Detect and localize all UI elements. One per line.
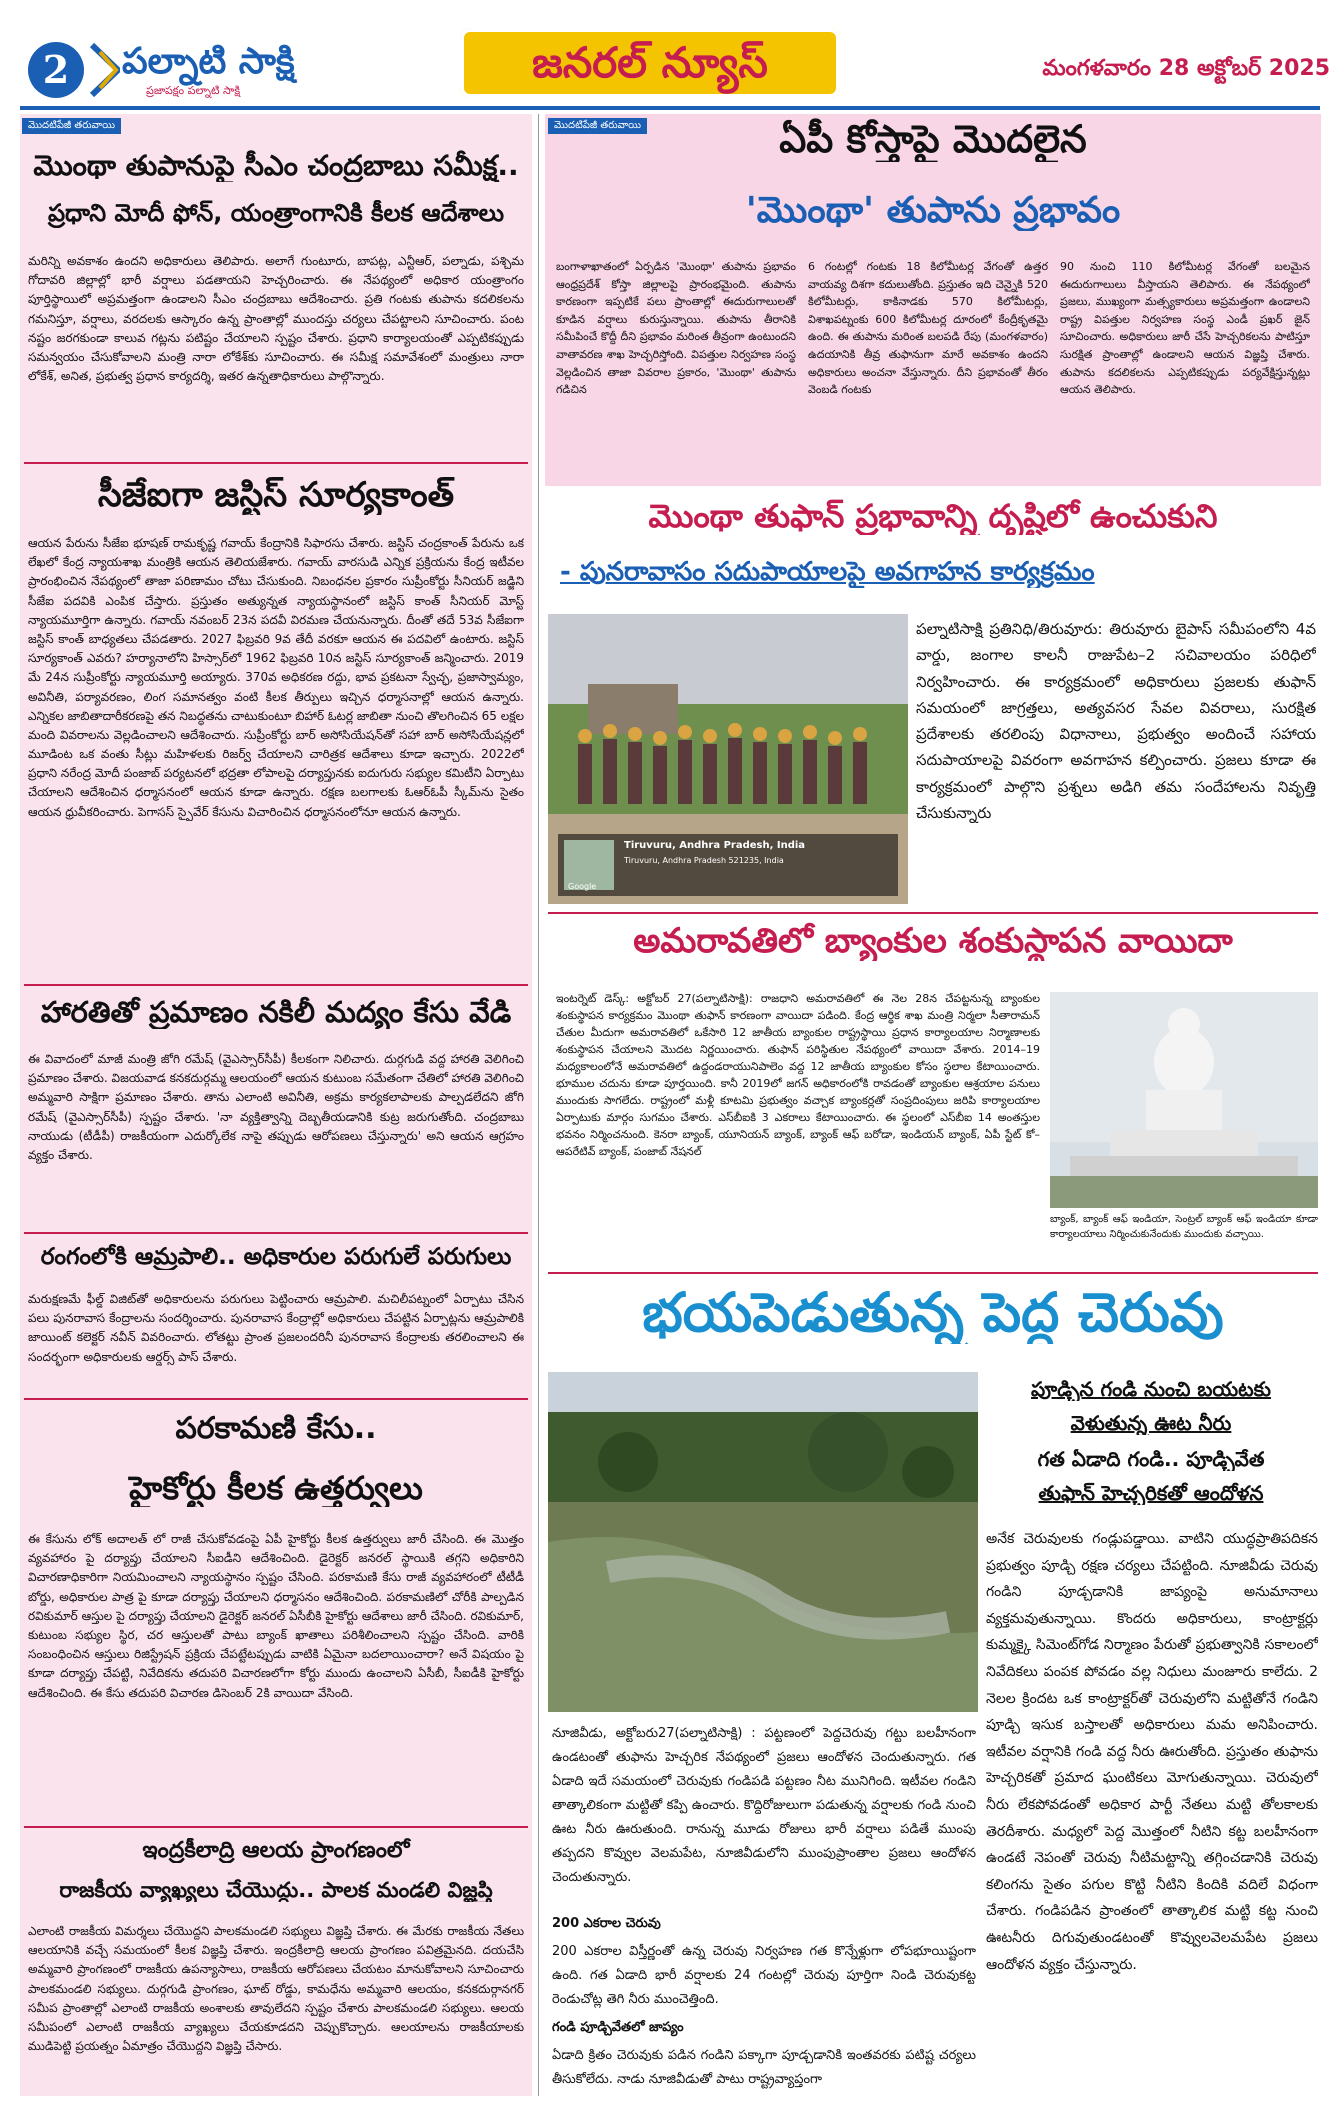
article5-headline-1: పరకామణి కేసు.. [175,1412,377,1446]
masthead [0,0,1339,110]
article10-label-2: గండి పూడ్చివేతలో జాప్యం [552,2020,684,2035]
article10-sub-3: గత ఏడాది గండి.. పూడ్చివేత [1037,1448,1265,1471]
article7-col2: 6 గంటల్లో గంటకు 18 కిలోమీటర్ల వేగంతో ఉత్తర వాయవ్య దిశగా కదులుతోంది. ప్రస్తుతం ఇది చెన్నైకి 520 కిలోమీటర్లు, కాకినాడకు 570 కిలోమీటర్లు, విశాఖపట్నంకు 600 కిలోమీటర్ల దూరంలో కేంద్రీకృతమై ఉంది. ఈ తుపాను మరింత బలపడి రేపు (మంగళవారం) ఉదయానికి తీవ్ర తుఫానుగా మారే అవకాశం ఉందని అధికారులు అంచనా వేస్తున్నారు. దీని ప్రభావంతో తీరం వెంబడి గంటకు [808,260,1048,397]
article5-headline-2: హైకోర్టు కీలక ఉత్తర్వులు [129,1470,423,1507]
brand-tagline: ప్రజాపక్షం పల్నాటి సాక్షి [146,84,241,97]
article10-body-left: నూజివీడు, అక్టోబరు27(పల్నాటిసాక్షి) : పట్టణంలో పెద్దచెరువు గట్టు బలహీనంగా ఉండటంతో తుఫాను హెచ్చరిక నేపథ్యంలో ప్రజలు ఆందోళన చెందుతున్నారు. గత ఏడాది ఇదే సమయంలో చెరువుకు గండిపడి పట్టణం నీట మునిగింది. ఇటీవల గండిని తాత్కాలికంగా మట్టితో కప్పి ఉంచారు. కొద్దిరోజులుగా పడుతున్న వర్షాలకు గండి నుంచి ఊట నీరు ఊరుతుంది. రానున్న మూడు రోజులు భారీ వర్షాలు పడితే ముంపు తప్పదని కొవ్వుల వెలమపేట, నూజివీడులోని ముంపుప్రాంతాల ప్రజలు ఆందోళన చెందుతున్నారు. [552,1726,976,1886]
divider [548,912,1318,914]
section-title: జనరల్ న్యూస్ [460,28,840,98]
article10-body-left-3: ఏడాది క్రితం చెరువుకు పడిన గండిని పక్కాగా పూడ్చడానికి ఇంతవరకు పటిష్ట చర్యలు తీసుకోలేదు. నాడు నూజివీడుతో పాటు రాష్ట్రవ్యాప్తంగా [552,2048,976,2088]
article9-photo-caption: బ్యాంక్, బ్యాంక్ ఆఫ్ ఇండియా, సెంట్రల్ బ్యాంక్ ఆఫ్ ఇండియా కూడా కార్యాలయాలు నిర్మించుకునేందుకు ముందుకు వచ్చాయి. [1050,1214,1318,1240]
page-number: 2 [28,42,84,98]
article7-headline-2: 'మొంథా' తుపాను ప్రభావం [745,190,1121,231]
photo-caption-address: Tiruvuru, Andhra Pradesh 521235, India [624,856,784,865]
article2-body: ఆయన పేరును సీజేఐ భూషణ్ రామకృష్ణ గవాయ్ కేంద్రానికి సిఫారసు చేశారు. జస్టిస్ చంద్రకాంత్ పేరును ఒక లేఖలో కేంద్ర న్యాయశాఖ మంత్రికి ఆయన తెలియజేశారు. గవాయ్ వారసుడి ఎన్నిక ప్రక్రియను కేంద్ర ఇటీవల ప్రారంభించిన నేపథ్యంలో తాజా పరిణామం చోటు చేసుకుంది. నిబంధనల ప్రకారం సుప్రీంకోర్టు సీనియర్ జడ్జిని సీజేఐ పదవికి ఎంపిక చేస్తారు. ప్రస్తుతం అత్యున్నత న్యాయస్థానంలో జస్టిస్ కాంత్ సీనియర్ మోస్ట్ న్యాయమూర్తిగా ఉన్నారు. గవాయ్ నవంబర్ 23న పదవీ విరమణ చేయనున్నారు. దీంతో తదే 53వ సీజేఐగా జస్టిస్ కాంత్ బాధ్యతలు చేపడతారు. 2027 ఫిబ్రవరి 9వ తేదీ వరకూ ఆయన ఈ పదవిలో ఉంటారు. జస్టిస్ సూర్యకాంత్ ఎవరు? హర్యానాలోని హిస్సార్‌లో 1962 ఫిబ్రవరి 10న జస్టిస్ సూర్యకాంత్ జన్మించారు. 2019 మే 24న సుప్రీంకోర్టు న్యాయమూర్తి అయ్యారు. 370వ అధికరణ రద్దు, భావ ప్రకటనా స్వేచ్ఛ, ప్రజాస్వామ్యం, అవినీతి, పర్యావరణం, లింగ సమానత్వం వంటి కీలక తీర్పులు ఇచ్చిన ధర్మాసనాల్లో ఆయన ఉన్నారు. ఎన్నికల జాబితాదారీకరణపై తన నిబద్ధతను చాటుకుంటూ బిహార్ ఓటర్ల జాబితా నుంచి తొలగించిన 65 లక్షల మంది వివరాలను వెల్లడించాలని ఆదేశించారు. సుప్రీంకోర్టు బార్ అసోసియేషన్‌తో సహా బార్ అసోసియేషన్లలో మూడింట ఒక వంతు సీట్లు మహిళలకు రిజర్వ్ చేయాలని చారిత్రక ఆదేశాలు కూడా ఇచ్చారు. 2022లో ప్రధాని నరేంద్ర మోదీ పంజాబ్ పర్యటనలో భద్రతా లోపాలపై దర్యాప్తునకు ఐదుగురు సభ్యుల కమిటీని ఏర్పాటు చేయాలని ఆదేశించిన ధర్మాసనంలో ఆయన కూడా ఉన్నారు. రక్షణ బలగాలకు ఓఆర్ఓపీ స్కీమ్‌ను సైతం ఆయన ధ్రువీకరించారు. పెగాసస్ స్పైవేర్ కేసును విచారించిన ధర్మాసనంలోనూ ఆయన ఉన్నారు. [28,536,524,819]
article1-headline-1: మొంథా తుపానుపై సీఎం చంద్రబాబు సమీక్ష.. [33,150,519,182]
article6-body: ఎలాంటి రాజకీయ విమర్శలు చేయొద్దని పాలకమండలి సభ్యులు విజ్ఞప్తి చేశారు. ఈ మేరకు రాజకీయ నేతలు ఆలయానికి వచ్చే సమయంలో కీలక విజ్ఞప్తి చేశారు. ఇంద్రకీలాద్రి ఆలయ ప్రాంగణం పవిత్రమైనది. దయచేసి అమ్మవారి ప్రాంగణంలో రాజకీయ ఉపన్యాసాలు, రాజకీయ ఆరోపణలు చేయటం మానుకోవాలని సూచించారు పాలకమండలి సభ్యులు. దుర్గగుడి ప్రాంగణం, ఘాట్ రోడ్డు, కామధేను అమ్మవారి ఆలయం, కనకదుర్గానగర్ సమీప ప్రాంతాల్లో ఎలాంటి రాజకీయ అంశాలకు తావులేదని స్పష్టం చేశారు పాలకమండలి సభ్యులు. ఆలయ సమీపంలో ఎలాంటి రాజకీయ వ్యాఖ్యలు చేయకూడదని చెప్పుకొచ్చారు. ఆలయాలను రాజకీయాలకు ముడిపెట్టి ప్రయత్నం ఏమాత్రం చేయొద్దని విజ్ఞప్తి చేసారు. [28,1924,524,2054]
article8-headline: మొంథా తుఫాన్ ప్రభావాన్ని దృష్టిలో ఉంచుకుని [648,498,1218,535]
article9-body: ఇంటర్నెట్ డెస్క్: అక్టోబర్ 27(పల్నాటిసాక్షి): రాజధాని అమరావతిలో ఈ నెల 28న చేపట్టనున్న బ్యాంకుల శంకుస్థాపన కార్యక్రమం మొంథా తుఫాన్ కారణంగా వాయిదా పడింది. కేంద్ర ఆర్థిక శాఖ మంత్రి నిర్మలా సీతారామన్ చేతుల మీదుగా అమరావతిలో ఒకేసారి 12 జాతీయ బ్యాంకుల రాష్ట్రస్థాయి ప్రధాన కార్యాలయాల నిర్మాణాలకు శంకుస్థాపన చేయాలని మొదట నిర్ణయించారు. తుఫాన్ పరిస్థితుల నేపథ్యంలో వాయిదా వేశారు. 2014–19 మధ్యకాలంలోనే అమరావతిలో ఉద్దండరాయునిపాలెం వద్ద 12 జాతీయ బ్యాంకుల కోసం స్థలాల కేటాయించారు. భూముల చదును కూడా పూర్తయింది. కానీ 2019లో జగన్ అధికారంలోకి రావడంతో బ్యాంకుల ఆశ్రయాల పనులు ముందుకు సాగలేదు. రాష్ట్రంలో మళ్లీ కూటమి ప్రభుత్వం వచ్చాక బ్యాంకర్లతో సంప్రదింపులు జరిపి కార్యాలయాల ఏర్పాటుకు మార్గం సుగమం చేశారు. ఎస్‌బీఐకి 3 ఎకరాలు కేటాయించారు. ఈ స్థలంలో ఎస్‌బీఐ 14 అంతస్తుల భవనం నిర్మించనుంది. కెనరా బ్యాంక్, యూనియన్ బ్యాంక్, బ్యాంక్ ఆఫ్ బరోడా, ఇండియన్ బ్యాంక్, ఏపీ స్టేట్ కో–ఆపరేటివ్ బ్యాంక్, పంజాబ్ నేషనల్ [556,992,1040,1159]
article6-headline-2: రాజకీయ వ్యాఖ్యలు చేయొద్దు.. పాలక మండలి విజ్ఞప్తి [59,1878,493,1902]
divider [24,1398,528,1400]
article10-label-1: 200 ఎకరాల చెరువు [552,1916,661,1931]
article2-headline: సీజేఐగా జస్టిస్ సూర్యకాంత్ [97,476,455,515]
tank-breach-photo [548,1372,978,1712]
article10-body-right: అనేక చెరువులకు గండ్లుపడ్డాయి. వాటిని యుద్ధప్రాతిపదికన ప్రభుత్వం పూడ్చి రక్షణ చర్యలు చేపట్టింది. నూజివీడు చెరువు గండిని పూడ్చడానికి జాప్యంపై అనుమానాలు వ్యక్తమవుతున్నాయి. కొందరు అధికారులు, కాంట్రాక్టర్లు కుమ్మక్కై సిమెంట్‌గోడ నిర్మాణం పేరుతో ప్రభుత్వానికి సకాలంలో నివేదికలు పంపక పోవడం వల్ల నిధులు మంజూరు కాలేదు. 2 నెలల క్రిందట ఒక కాంట్రాక్టర్‌తో చెరువులోని మట్టితోనే గండిని పూడ్చి ఇసుక బస్తాలతో అధికారులు మమ అనిపించారు. ఇటీవల వర్షానికి గండి వద్ద నీరు ఊరుతోంది. ప్రస్తుతం తుఫాను హెచ్చరికతో ప్రమాద ఘంటికలు మోగుతున్నాయి. చెరువులో నీరు లేకపోవడంతో అధికార పార్టీ నేతలు మట్టి తోలకాలకు తెరదీశారు. మధ్యలో పెద్ద మొత్తంలో నీటిని కట్ట బలహీనంగా ఉండటే నెపంతో చెరువు నీటిమట్టాన్ని తగ్గించడానికి చెరువు కలింగను సైతం పగుల కొట్టి నీటిని కిందికి వదిలే విధంగా చేశారు. గండిపడిన ప్రాంతంలో తాత్కాలిక మట్టి కట్ట నుంచి ఊటనీరు దిగువుతుండటంతో కొవ్వులవెలమపేట ప్రజలు ఆందోళన వ్యక్తం చేస్తున్నారు. [986,1531,1318,1973]
awareness-program-photo [548,614,908,904]
article1-body: మరిన్ని అవకాశం ఉందని అధికారులు తెలిపారు. అలాగే గుంటూరు, బాపట్ల, ఎన్టీఆర్, పల్నాడు, పశ్చిమ గోదావరి జిల్లాల్లో భారీ వర్షాలు పడతాయని హెచ్చరించారు. ఈ నేపథ్యంలో అధికార యంత్రాంగం పూర్తిస్థాయిలో అప్రమత్తంగా ఉండాలని సీఎం చంద్రబాబు ఆదేశించారు. ప్రతి గంటకు తుపాను కదలికలను గమనిస్తూ, వర్షాలు, వరదలకు ఆస్కారం ఉన్న ప్రాంతాల్లో ముందస్తు చర్యలు చేపట్టాలని సూచించారు. పంట నష్టం జరగకుండా కాలువ గట్లను పటిష్టం చేయాలని స్పష్టం చేశారు. ప్రధాని కార్యాలయంతో ఎప్పటికప్పుడు సమన్వయం చేసుకోవాలని మంత్రి నారా లోకేశ్‌కు సూచించారు. ఈ సమీక్ష సమావేశంలో మంత్రులు నారా లోకేశ్, అనిత, ప్రభుత్వ ప్రధాన కార్యదర్శి, ఇతర ఉన్నతాధికారులు పాల్గొన్నారు. [28,254,524,384]
article10-headline: భయపెడుతున్న పెద్ద చెరువు [642,1282,1224,1344]
article7-col1: బంగాళాఖాతంలో ఏర్పడిన 'మొంథా' తుపాను ప్రభావం ఆంధ్రప్రదేశ్ కోస్తా జిల్లాలపై ప్రారంభమైంది. తుపాను కారణంగా ఇప్పటికే పలు ప్రాంతాల్లో ఈదురుగాలులతో కూడిన వర్షాలు కురుస్తున్నాయి. తుపాను తీరానికి సమీపించే కొద్దీ దీని ప్రభావం మరింత తీవ్రంగా ఉంటుందని వాతావరణ శాఖ హెచ్చరిస్తోంది. విపత్తుల నిర్వహణ సంస్థ వెల్లడించిన తాజా వివరాల ప్రకారం, 'మొంథా' తుపాను గడిచిన [556,260,796,397]
photo-caption-google: Google [568,882,597,891]
article8-subhead: - పునరావాసం సదుపాయాలపై అవగాహన కార్యక్రమం [560,558,1095,587]
masthead-rule [20,106,1320,110]
divider [24,984,528,986]
article3-headline: హారతితో ప్రమాణం నకిలీ మద్యం కేసు వేడి [40,996,512,1029]
continued-tag: మొదటిపేజీ తరువాయి [22,118,121,134]
continued-tag: మొదటిపేజీ తరువాయి [548,118,647,134]
buddha-statue-photo [1050,992,1318,1208]
article8-body: పల్నాటిసాక్షి ప్రతినిధి/తిరువూరు: తిరువూరు బైపాస్ సమీపంలోని 4వ వార్డు, జంగాల కాలనీ రాజుపేట–2 సచివాలయం పరిధిలో నిర్వహించారు. ఈ కార్యక్రమంలో అధికారులు ప్రజలకు తుఫాన్ సమయంలో జాగ్రత్తలు, అత్యవసర సేవల వివరాలు, సురక్షిత ప్రదేశాలకు తరలింపు విధానాలు, ప్రభుత్వం అందించే సహాయ సదుపాయాలపై వివరంగా అవగాహన కల్పించారు. ప్రజలు కూడా ఈ కార్యక్రమంలో పాల్గొని ప్రశ్నలు అడిగి తమ సందేహాలను నివృత్తి చేసుకున్నారు [916,620,1316,822]
article5-body: ఈ కేసును లోక్ అదాలత్ లో రాజీ చేసుకోవడంపై ఏపీ హైకోర్టు కీలక ఉత్తర్వులు జారీ చేసింది. ఈ మొత్తం వ్యవహారం పై దర్యాప్తు చేయాలని సీఐడీని ఆదేశించింది. డైరెక్టర్ జనరల్ స్థాయికి తగ్గని అధికారిని విచారణాధికారిగా నియమించాలని న్యాయస్థానం స్పష్టం చేసింది. పరకామణి కేసు రాజీ వ్యవహారంలో టీటీడీ బోర్డు, అధికారుల పాత్ర పై కూడా దర్యాప్తు చేయాలని ధర్మాసనం ఆదేశించింది. పరకామణిలో చోరీకి పాల్పడిన రవికుమార్ ఆస్తుల పై దర్యాప్తు చేయాలని డైరెక్టర్ జనరల్ ఏసీబీకి హైకోర్టు ఆదేశాలు జారీ చేసింది. రవికుమార్, కుటుంబ సభ్యుల స్థిర, చర ఆస్తులతో పాటు బ్యాంక్ ఖాతాలు పరిశీలించాలని స్పష్టం చేసింది. వారికి సంబంధించిన ఆస్తులు రిజిస్ట్రేషన్ ప్రక్రియ చేపట్టేటప్పుడు వాటికి ఏమైనా బదలాయించారా? అనే విషయం పై కూడా దర్యాప్తు చేపట్టి, నివేదికను తదుపరి విచారణలోగా కోర్టు ముందు ఉంచాలని ఏసీబీ, సీఐడీకి హైకోర్టు ఆదేశించింది. ఈ కేసు తదుపరి విచారణ డిసెంబర్ 2కి వాయిదా వేసింది. [28,1532,524,1700]
article4-body: మరుక్షణమే ఫీల్డ్ విజిట్‌తో అధికారులను పరుగులు పెట్టించారు ఆమ్రపాలి. మచిలీపట్నంలో ఏర్పాటు చేసిన పలు పునరావాస కేంద్రాలను సందర్శించారు. పునరావాస కేంద్రాల్లో అధికారులు చేపట్టిన ఏర్పాట్లను ఆమ్రపాలికి జాయింట్ కలెక్టర్ నవీన్ వివరించారు. లోతట్టు ప్రాంత ప్రజలందరినీ పునరావాస కేంద్రాలకు తరలించాలని ఈ సందర్భంగా అధికారులకు ఆర్డర్స్ పాస్ చేశారు. [28,1292,524,1364]
article10-sub-4: తుఫాన్ హెచ్చరికతో ఆందోళన [1038,1482,1264,1505]
article9-headline: అమరావతిలో బ్యాంకుల శంకుస్థాపన వాయిదా [633,922,1233,961]
divider [24,1232,528,1234]
divider [548,1272,1318,1274]
divider [24,1826,528,1828]
article4-headline: రంగంలోకి ఆమ్రపాలి.. అధికారుల పరుగులే పరుగులు [40,1244,512,1270]
brand-swoosh [90,40,120,100]
brand-name: పల్నాటి సాక్షి [122,41,295,82]
article10-sub-2: వెళుతున్న ఊట నీరు [1070,1412,1232,1435]
article7-col3: 90 నుంచి 110 కిలోమీటర్ల వేగంతో బలమైన ఈదురుగాలులు వీస్తాయని తెలిపారు. ఈ నేపథ్యంలో ప్రజలు, ముఖ్యంగా మత్స్యకారులు అప్రమత్తంగా ఉండాలని రాష్ట్ర విపత్తుల నిర్వహణ సంస్థ ఎండీ ప్రఖర్ జైన్ సూచించారు. అధికారులు జారీ చేసే హెచ్చరికలను పాటిస్తూ సురక్షిత ప్రాంతాల్లో ఉండాలని ఆయన విజ్ఞప్తి చేశారు. తుపాను కదలికలను ఎప్పటికప్పుడు పర్యవేక్షిస్తున్నట్లు ఆయన తెలిపారు. [1060,260,1310,397]
article3-body: ఈ వివాదంలో మాజీ మంత్రి జోగి రమేష్ (వైఎస్సార్‌సీపీ) కీలకంగా నిలిచారు. దుర్గగుడి వద్ద హారతి వెలిగించి ప్రమాణం చేశారు. విజయవాడ కనకదుర్గమ్మ ఆలయంలో ఆయన కుటుంబ సమేతంగా చేతిలో హారతి వెలిగించి అమ్మవారి సాక్షిగా ప్రమాణం చేశారు. తాను ఎలాంటి అవినీతి, అక్రమ కార్యకలాపాలకు పాల్పడలేదని జోగి రమేష్ (వైఎస్సార్‌సీపీ) స్పష్టం చేశారు. 'నా వ్యక్తిత్వాన్ని దెబ్బతీయడానికి కుట్ర జరుగుతోంది. చంద్రబాబు నాయుడు (టీడీపీ) రాజకీయంగా ఎదుర్కోలేక నాపై తప్పుడు ఆరోపణలు చేస్తున్నారు' అని ఆయన ఆగ్రహం వ్యక్తం చేశారు. [28,1052,524,1162]
article10-body-left-2: 200 ఎకరాల విస్తీర్ణంతో ఉన్న చెరువు నిర్వహణ గత కొన్నేళ్లుగా లోపభూయిష్టంగా ఉంది. గత ఏడాది భారీ వర్షాలకు 24 గంటల్లో చెరువు పూర్తిగా నిండి చెరువుకట్ట రెండుచోట్ల తెగి నీరు ముంచెత్తింది. [552,1944,976,2008]
article10-sub-1: పూడ్చిన గండి నుంచి బయటకు [1031,1378,1271,1401]
date-line: మంగళవారం 28 అక్టోబర్ 2025 [1042,56,1330,81]
article6-headline-1: ఇంద్రకీలాద్రి ఆలయ ప్రాంగణంలో [142,1838,410,1863]
divider [24,462,528,464]
photo-caption-location: Tiruvuru, Andhra Pradesh, India [624,840,806,851]
article1-headline-2: ప్రధాని మోదీ ఫోన్, యంత్రాంగానికి కీలక ఆదేశాలు [47,200,505,227]
article7-headline-1: ఏపీ కోస్తాపై మొదలైన [779,118,1087,161]
column-divider [538,114,539,2096]
